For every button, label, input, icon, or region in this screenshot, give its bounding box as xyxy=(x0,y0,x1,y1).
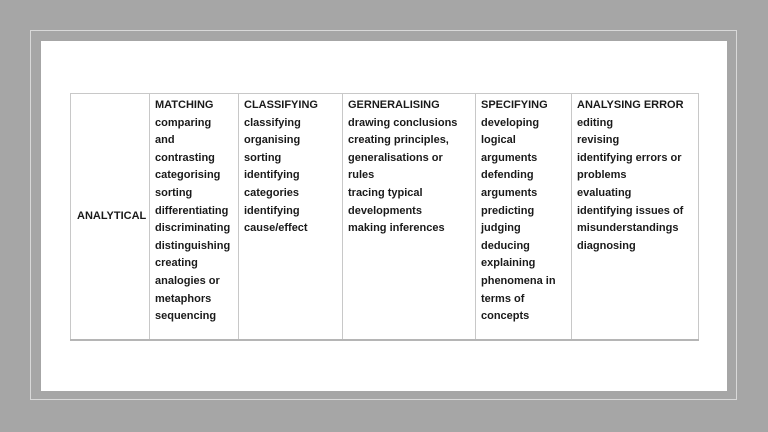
column-item: identifying xyxy=(244,204,300,217)
column-item: analogies or xyxy=(155,274,220,287)
column-item: deducing xyxy=(481,239,530,252)
column-item: problems xyxy=(577,169,627,182)
column-item: sorting xyxy=(155,186,193,199)
column-item: classifying xyxy=(244,116,301,129)
column-item: identifying issues of xyxy=(577,204,684,217)
column-item: phenomena in xyxy=(481,274,556,287)
row-label-cell xyxy=(71,94,150,341)
column-item: arguments xyxy=(481,151,538,164)
column-item: sorting xyxy=(244,151,282,164)
column-item: differentiating xyxy=(155,204,229,217)
column-item: diagnosing xyxy=(577,239,636,252)
column-item: sequencing xyxy=(155,310,217,323)
column-item: tracing typical xyxy=(348,186,423,199)
column-item: editing xyxy=(577,116,614,129)
column-specifying xyxy=(476,94,572,341)
column-item: creating xyxy=(155,257,198,270)
column-item: cause/effect xyxy=(244,222,308,235)
column-item: defending xyxy=(481,169,534,182)
column-item: developments xyxy=(348,204,422,217)
column-title: MATCHING xyxy=(155,99,214,111)
column-item: terms of xyxy=(481,292,525,305)
column-matching xyxy=(150,94,239,341)
column-item: judging xyxy=(481,222,521,235)
column-items xyxy=(481,115,571,326)
column-items xyxy=(244,115,342,238)
column-title: ANALYSING ERROR xyxy=(577,99,684,111)
column-item: drawing conclusions xyxy=(348,116,458,129)
column-item: categories xyxy=(244,186,300,199)
column-items xyxy=(348,115,475,238)
column-item: creating principles, xyxy=(348,134,449,147)
column-item: identifying errors or xyxy=(577,151,682,164)
column-item: misunderstandings xyxy=(577,222,679,235)
slide-canvas[interactable] xyxy=(41,41,727,391)
column-item: organising xyxy=(244,134,301,147)
column-generalising xyxy=(343,94,476,341)
column-title: SPECIFYING xyxy=(481,99,548,111)
column-item: concepts xyxy=(481,310,530,323)
column-item: distinguishing xyxy=(155,239,231,252)
column-classifying xyxy=(239,94,343,341)
column-title: GERNERALISING xyxy=(348,99,440,111)
column-item: developing xyxy=(481,116,540,129)
column-title: CLASSIFYING xyxy=(244,99,318,111)
column-item: generalisations or xyxy=(348,151,443,164)
column-item: identifying xyxy=(244,169,300,182)
column-item: categorising xyxy=(155,169,221,182)
column-items xyxy=(155,115,238,326)
column-item: predicting xyxy=(481,204,535,217)
column-item: explaining xyxy=(481,257,536,270)
column-analysing-error xyxy=(572,94,699,341)
column-item: and xyxy=(155,134,175,147)
column-item: logical xyxy=(481,134,516,147)
column-item: evaluating xyxy=(577,186,632,199)
column-item: making inferences xyxy=(348,222,445,235)
column-item: revising xyxy=(577,134,620,147)
row-label: ANALYTICAL xyxy=(77,209,147,222)
analytical-skills-table xyxy=(70,93,699,341)
column-item: rules xyxy=(348,169,375,182)
column-item: metaphors xyxy=(155,292,212,305)
column-item: comparing xyxy=(155,116,212,129)
column-item: contrasting xyxy=(155,151,215,164)
column-item: arguments xyxy=(481,186,538,199)
column-item: discriminating xyxy=(155,222,231,235)
table-row xyxy=(71,94,699,341)
column-items xyxy=(577,115,698,256)
